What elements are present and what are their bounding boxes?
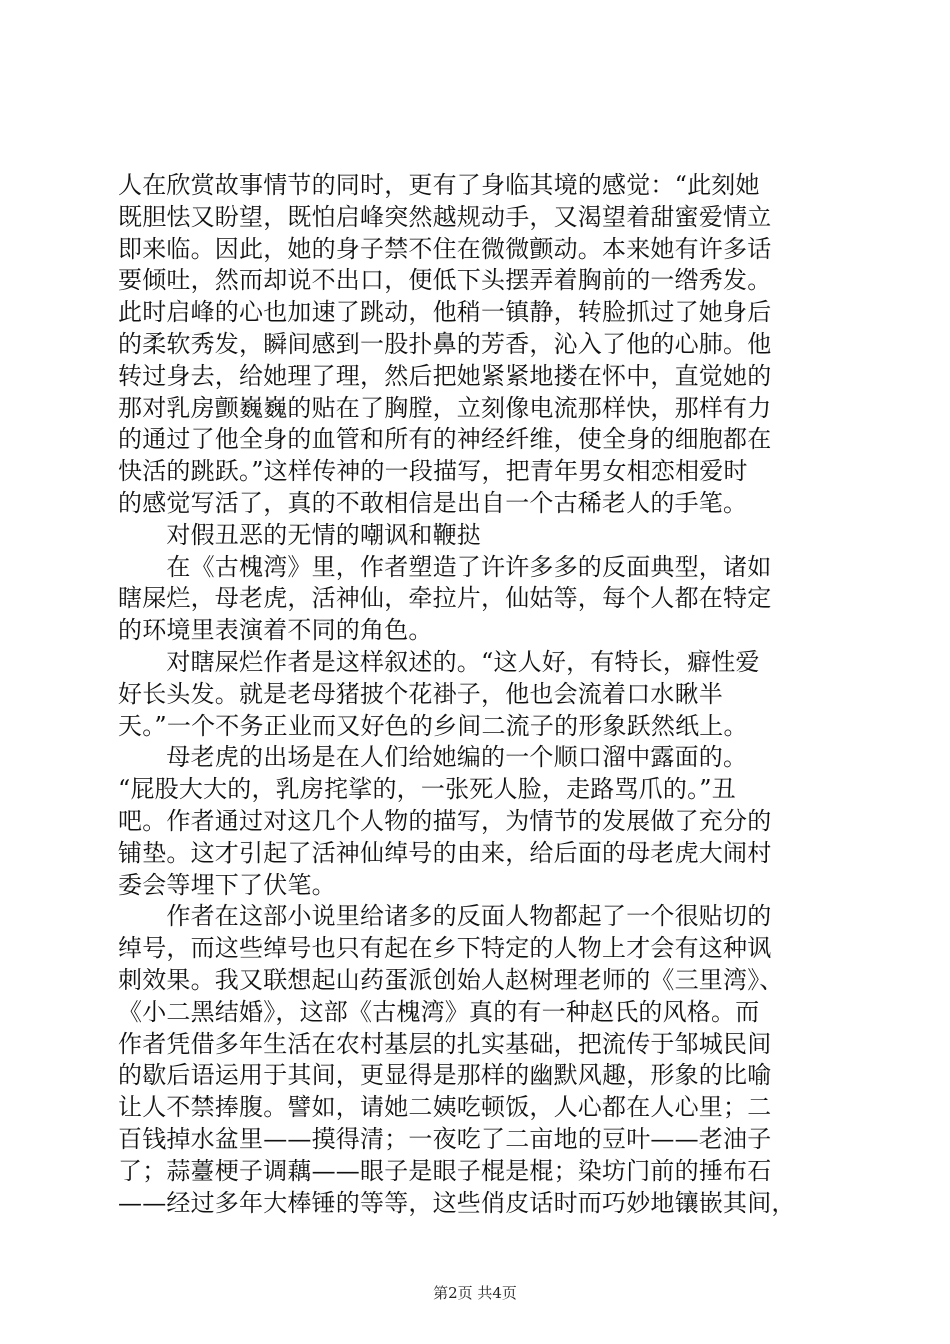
text-line: 在《古槐湾》里，作者塑造了许许多多的反面典型，诸如 bbox=[118, 552, 772, 581]
text-line: 的感觉写活了，真的不敢相信是出自一个古稀老人的手笔。 bbox=[118, 488, 748, 517]
text-line: 既胆怯又盼望，既怕启峰突然越规动手，又渴望着甜蜜爱情立 bbox=[118, 202, 772, 231]
text-line: 的环境里表演着不同的角色。 bbox=[118, 616, 433, 645]
text-line: 快活的跳跃。”这样传神的一段描写，把青年男女相恋相爱时 bbox=[118, 457, 748, 486]
text-line: 瞎屎烂，母老虎，活神仙，牵拉片，仙姑等，每个人都在特定 bbox=[118, 584, 772, 613]
text-line: 百钱掉水盆里——摸得清；一夜吃了二亩地的豆叶——老油子 bbox=[118, 1124, 772, 1153]
text-line: 刺效果。我又联想起山药蛋派创始人赵树理老师的《三里湾》、 bbox=[118, 965, 784, 994]
text-line: 母老虎的出场是在人们给她编的一个顺口溜中露面的。 bbox=[118, 743, 748, 772]
text-line: 的柔软秀发，瞬间感到一股扑鼻的芳香，沁入了他的心肺。他 bbox=[118, 329, 772, 358]
text-line: 《小二黑结婚》，这部《古槐湾》真的有一种赵氏的风格。而 bbox=[118, 997, 760, 1026]
text-line: 要倾吐，然而却说不出口，便低下头摆弄着胸前的一绺秀发。 bbox=[118, 266, 772, 295]
text-line: 此时启峰的心也加速了跳动，他稍一镇静，转脸抓过了她身后 bbox=[118, 298, 772, 327]
text-line: 转过身去，给她理了理，然后把她紧紧地搂在怀中，直觉她的 bbox=[118, 361, 772, 390]
text-line: 吧。作者通过对这几个人物的描写，为情节的发展做了充分的 bbox=[118, 806, 772, 835]
text-line: 的通过了他全身的血管和所有的神经纤维，使全身的细胞都在 bbox=[118, 425, 772, 454]
text-line: 绰号，而这些绰号也只有起在乡下特定的人物上才会有这种讽 bbox=[118, 934, 772, 963]
text-line: 的歇后语运用于其间，更显得是那样的幽默风趣，形象的比喻 bbox=[118, 1061, 772, 1090]
text-line: 对瞎屎烂作者是这样叙述的。“这人好，有特长，癖性爱 bbox=[118, 647, 760, 676]
body-text bbox=[118, 170, 838, 1219]
section-heading: 对假丑恶的无情的嘲讽和鞭挞 bbox=[118, 520, 481, 549]
text-line: 铺垫。这才引起了活神仙绰号的由来，给后面的母老虎大闹村 bbox=[118, 838, 772, 867]
text-line: 作者在这部小说里给诸多的反面人物都起了一个很贴切的 bbox=[118, 902, 772, 931]
text-line: ——经过多年大棒锤的等等，这些俏皮话时而巧妙地镶嵌其间， bbox=[118, 1188, 796, 1217]
page-number-footer: 第2页 共4页 bbox=[433, 1284, 517, 1302]
text-line: 人在欣赏故事情节的同时，更有了身临其境的感觉：“此刻她 bbox=[118, 171, 760, 199]
text-line: 天。”一个不务正业而又好色的乡间二流子的形象跃然纸上。 bbox=[118, 711, 748, 740]
text-line: 作者凭借多年生活在农村基层的扎实基础，把流传于邹城民间 bbox=[118, 1029, 772, 1058]
text-line: “屁股大大的，乳房挓挲的，一张死人脸，走路骂爪的。”丑 bbox=[118, 775, 736, 804]
text-line: 好长头发。就是老母猪披个花褂子，他也会流着口水瞅半 bbox=[118, 679, 723, 708]
text-line: 了；蒜薹梗子调藕——眼子是眼子棍是棍；染坊门前的捶布石 bbox=[118, 1156, 772, 1185]
text-line: 让人不禁捧腹。譬如，请她二姨吃顿饭，人心都在人心里；二 bbox=[118, 1093, 772, 1122]
text-line: 即来临。因此，她的身子禁不住在微微颤动。本来她有许多话 bbox=[118, 234, 772, 263]
text-line: 委会等埋下了伏笔。 bbox=[118, 870, 336, 899]
text-line: 那对乳房颤巍巍的贴在了胸膛，立刻像电流那样快，那样有力 bbox=[118, 393, 772, 422]
